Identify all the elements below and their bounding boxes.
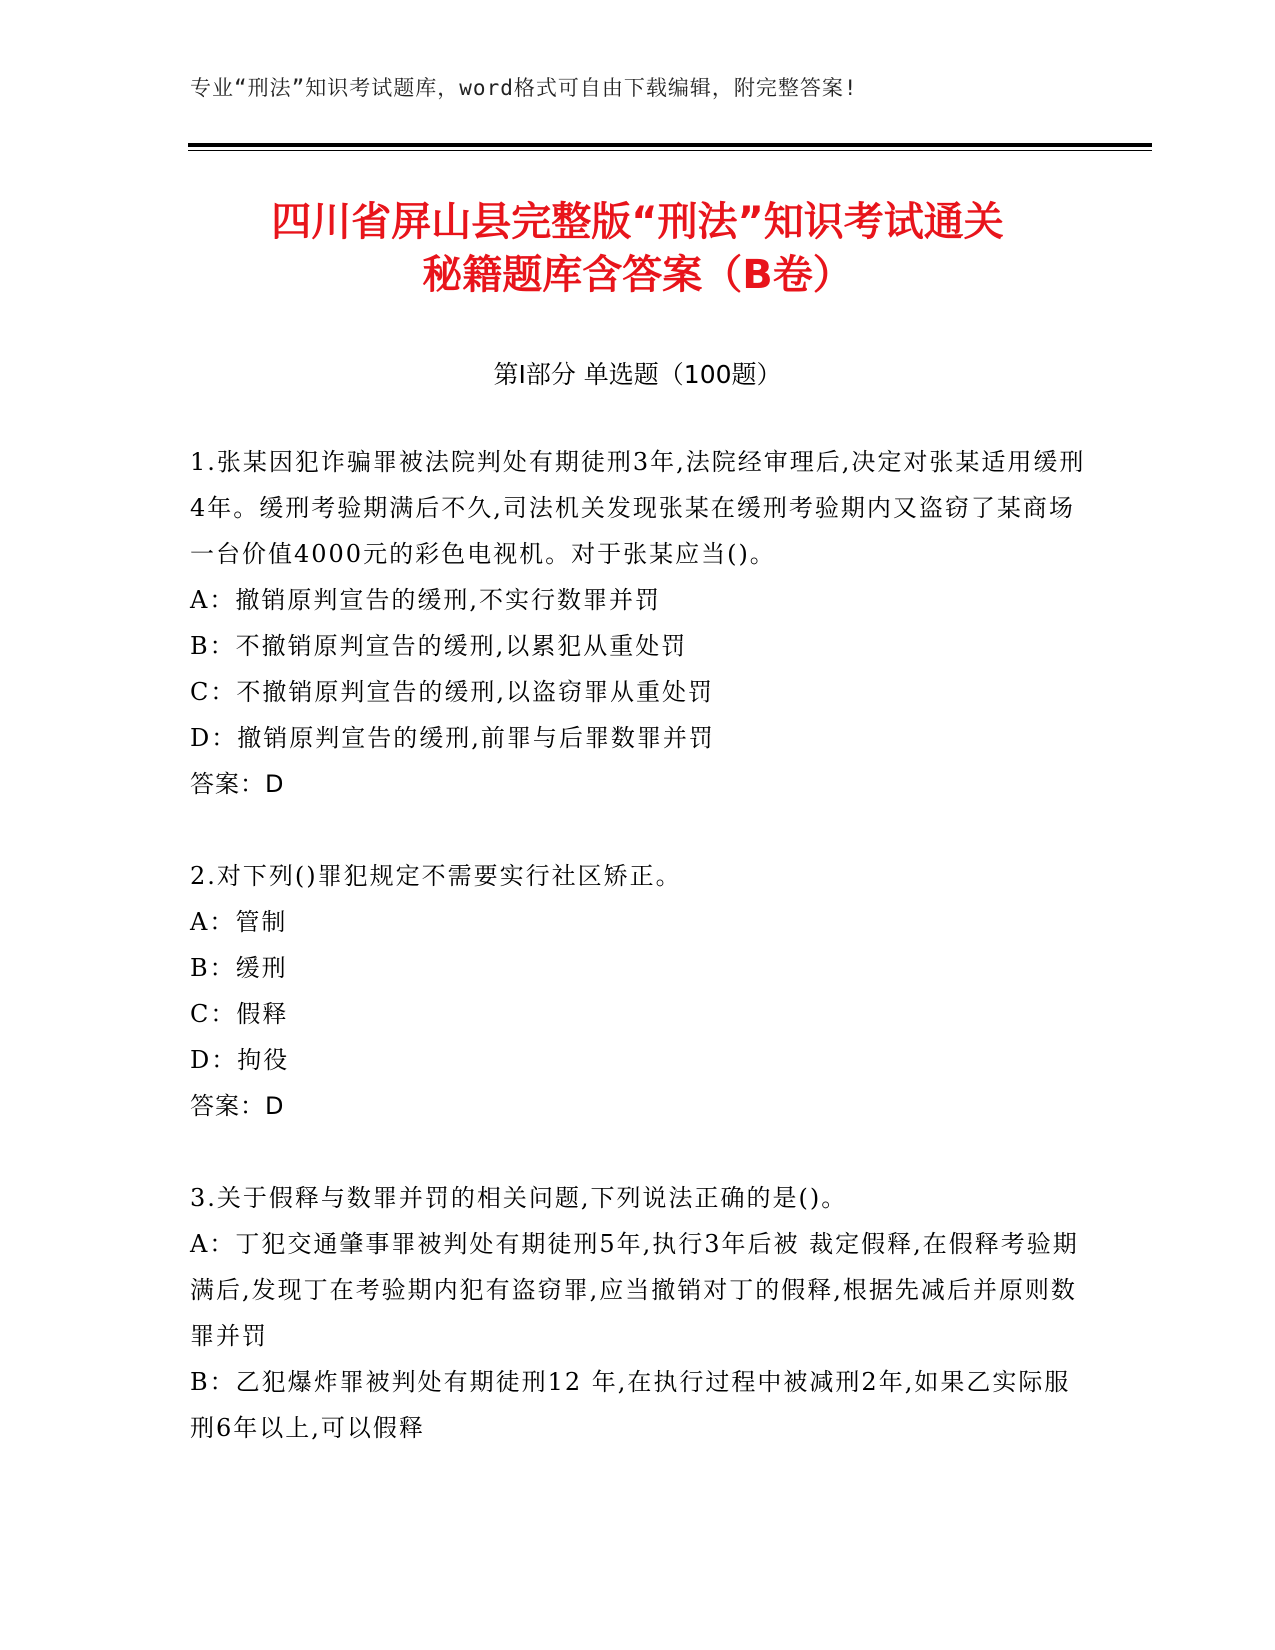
option-b: B：缓刑 [190,954,288,982]
option-d: D：拘役 [190,1046,290,1074]
option-b: B：乙犯爆炸罪被判处有期徒刑12 年,在执行过程中被减刑2年,如果乙实际服刑6年以上,可以假释 [190,1368,1071,1442]
answer: 答案：D [190,1092,285,1120]
option-c: C：不撤销原判宣告的缓刑,以盗窃罪从重处罚 [190,678,714,706]
section-heading: 第Ⅰ部分 单选题（100题） [493,360,782,389]
question-2 [190,853,1090,1129]
option-b: B：不撤销原判宣告的缓刑,以累犯从重处罚 [190,632,688,660]
option-c: C：假释 [190,1000,289,1028]
header-rule-thick [188,143,1152,147]
title-line-2: 秘籍题库含答案（B卷） [422,252,853,298]
header-note: 专业“刑法”知识考试题库，word格式可自由下载编辑，附完整答案! [190,76,858,100]
option-a: A：撤销原判宣告的缓刑,不实行数罪并罚 [190,586,661,614]
question-text: 2.对下列()罪犯规定不需要实行社区矫正。 [190,862,682,890]
question-list [190,439,1090,1451]
header-rule-thin [188,150,1152,151]
option-a: A：管制 [190,908,288,936]
document-title [150,196,1125,302]
question-text: 1.张某因犯诈骗罪被法院判处有期徒刑3年,法院经审理后,决定对张某适用缓刑4年。缓刑考验期满后不久,司法机关发现张某在缓刑考验期内又盗窃了某商场一台价值4000元的彩色电视机。对于张某应当()。 [190,448,1086,568]
option-d: D：撤销原判宣告的缓刑,前罪与后罪数罪并罚 [190,724,715,752]
question-3 [190,1175,1090,1451]
answer: 答案：D [190,770,285,798]
title-line-1: 四川省屏山县完整版“刑法”知识考试通关 [271,199,1004,245]
option-a: A：丁犯交通肇事罪被判处有期徒刑5年,执行3年后被 裁定假释,在假释考验期满后,发现丁在考验期内犯有盗窃罪,应当撤销对丁的假释,根据先减后并原则数罪并罚 [190,1230,1079,1350]
question-1 [190,439,1090,807]
question-text: 3.关于假释与数罪并罚的相关问题,下列说法正确的是()。 [190,1184,848,1212]
